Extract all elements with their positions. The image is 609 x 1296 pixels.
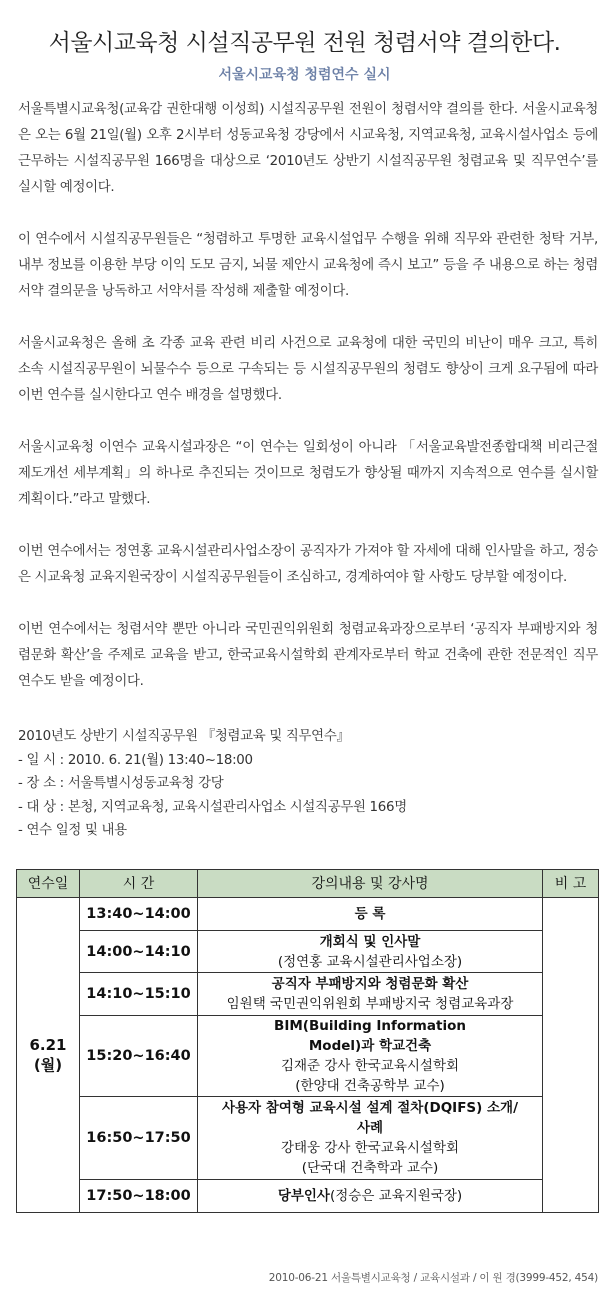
table-row [17, 1097, 599, 1180]
speaker: 강태웅 강사 한국교육시설학회 [280, 1140, 460, 1156]
time-cell: 17:50~18:00 [80, 1180, 198, 1213]
time-cell: 14:10~15:10 [80, 973, 198, 1016]
date-value: 6.21 [29, 1036, 67, 1054]
info-heading: 2010년도 상반기 시설직공무원 『청렴교육 및 직무연수』 [18, 729, 350, 744]
speaker: (정승은 교육지원국장) [329, 1188, 463, 1204]
content-cell [198, 1180, 543, 1213]
note-cell [543, 898, 599, 1213]
date-cell [17, 898, 80, 1213]
info-line: - 대 상 : 본청, 지역교육청, 교육시설관리사업소 시설직공무원 166명 [18, 799, 407, 815]
content-cell [198, 1097, 543, 1180]
speaker-affiliation: (한양대 건축공학부 교수) [295, 1078, 445, 1094]
info-line: - 일 시 : 2010. 6. 21(월) 13:40~18:00 [18, 752, 253, 768]
training-info [18, 725, 598, 843]
footer-contact: 2010-06-21 서울특별시교육청 / 교육시설과 / 이 원 경(3999-452, 454) [268, 1272, 598, 1284]
info-line: - 장 소 : 서울특별시성동교육청 강당 [18, 776, 224, 791]
article-body [18, 97, 598, 721]
topic: 당부인사 [277, 1188, 330, 1204]
table-row [17, 1016, 599, 1097]
paragraph: 서울시교육청은 올해 초 각종 교육 관련 비리 사건으로 교육청에 대한 국민의 비난이 매우 크고, 특히 소속 시설직공무원이 뇌물수수 등으로 구속되는 등 시설직공무원의 청렴도 향상이 크게 요구됨에 따라 이번 연수를 실시한다고 연수 배경을 설명했다. [18, 336, 598, 403]
time-cell: 13:40~14:00 [80, 898, 198, 931]
content-cell [198, 898, 543, 931]
table-row [17, 931, 599, 973]
topic: BIM(Building Information Model)과 학교건축 [274, 1018, 466, 1054]
paragraph: 이 연수에서 시설직공무원들은 “청렴하고 투명한 교육시설업무 수행을 위해 직무와 관련한 청탁 거부, 내부 정보를 이용한 부당 이익 도모 금지, 뇌물 제안시 교육청에 즉시 보고” 등을 주 내용으로 하는 청렴서약 결의문을 낭독하고 서약서를 작성해 제출할 예정이다. [18, 232, 598, 299]
time-cell: 16:50~17:50 [80, 1097, 198, 1180]
content-cell [198, 931, 543, 973]
page-title: 서울시교육청 시설직공무원 전원 청렴서약 결의한다. [48, 30, 561, 56]
content-cell [198, 1016, 543, 1097]
header-note: 비 고 [543, 870, 599, 898]
paragraph: 이번 연수에서는 정연홍 교육시설관리사업소장이 공직자가 가져야 할 자세에 대해 인사말을 하고, 정승은 시교육청 교육지원국장이 시설직공무원들이 조심하고, 경계하여야 할 사항도 당부할 예정이다. [18, 544, 598, 585]
schedule-table [16, 869, 599, 1213]
topic: 공직자 부패방지와 청렴문화 확산 [271, 976, 469, 992]
speaker-affiliation: (단국대 건축학과 교수) [301, 1160, 439, 1176]
paragraph: 이번 연수에서는 청렴서약 뿐만 아니라 국민권익위원회 청렴교육과장으로부터 ‘공직자 부패방지와 청렴문화 확산’을 주제로 교육을 받고, 한국교육시설학회 관계자로부터 학교 건축에 관한 전문적인 직무연수도 받을 예정이다. [18, 622, 598, 689]
day-value: (월) [33, 1056, 63, 1074]
table-row [17, 1180, 599, 1213]
content-cell [198, 973, 543, 1016]
header-content: 강의내용 및 강사명 [198, 870, 543, 898]
table-row [17, 973, 599, 1016]
speaker: (정연홍 교육시설관리사업소장) [277, 953, 463, 970]
topic: 개회식 및 인사말 [319, 933, 421, 950]
time-cell: 15:20~16:40 [80, 1016, 198, 1097]
time-cell: 14:00~14:10 [80, 931, 198, 973]
paragraph: 서울특별시교육청(교육감 권한대행 이성희) 시설직공무원 전원이 청렴서약 결의를 한다. 서울시교육청은 오는 6월 21일(월) 오후 2시부터 성동교육청 강당에서 시교육청, 지역교육청, 교육시설사업소 등에 근무하는 시설직공무원 166명을 대상으로 ‘2010년도 상반기 시설직공무원 청렴교육 및 직무연수’를 실시할 예정이다. [18, 102, 598, 195]
topic: 등 록 [354, 906, 386, 922]
table-row [17, 898, 599, 931]
speaker: 임원택 국민권익위원회 부패방지국 청렴교육과장 [226, 996, 514, 1012]
topic: 사용자 참여형 교육시설 설계 절차(DQIFS) 소개/사례 [221, 1100, 519, 1136]
speaker: 김재준 강사 한국교육시설학회 [280, 1058, 460, 1074]
page-subtitle: 서울시교육청 청렴연수 실시 [218, 67, 391, 83]
header-date: 연수일 [17, 870, 80, 898]
info-line: - 연수 일정 및 내용 [18, 823, 127, 838]
table-header-row [17, 870, 599, 898]
paragraph: 서울시교육청 이연수 교육시설과장은 “이 연수는 일회성이 아니라 「서울교육발전종합대책 비리근절 제도개선 세부계획」의 하나로 추진되는 것이므로 청렴도가 향상될 때까지 지속적으로 연수를 실시할 계획이다.”라고 말했다. [18, 440, 598, 507]
header-time: 시 간 [80, 870, 198, 898]
